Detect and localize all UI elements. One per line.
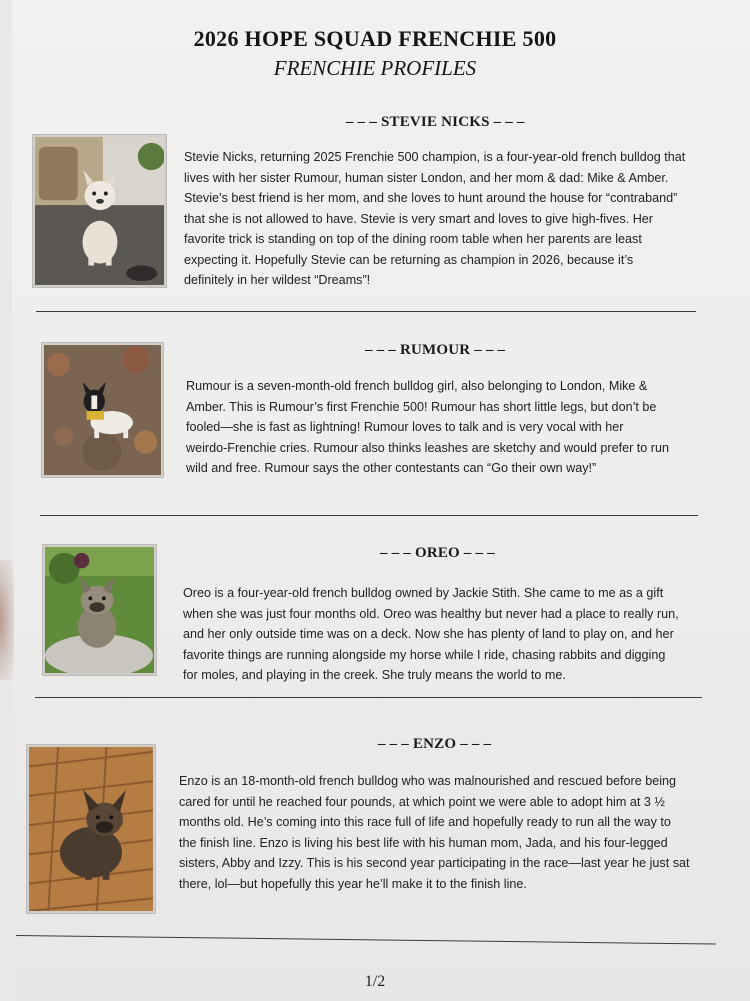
- bio-line: Oreo is a four-year-old french bulldog owned by Jackie Stith. She came to me as a gift: [183, 586, 664, 600]
- profile-bio-enzo: [179, 771, 690, 894]
- bio-line: expecting it. Hopefully Stevie can be returning as champion in 2026, because it’s: [184, 252, 634, 267]
- bio-line: definitely in her wildest “Dreams”!: [184, 273, 371, 287]
- bio-line: the finish line. Enzo is living his best life with his human mom, Jada, and his four-legged: [179, 835, 668, 850]
- bio-line: weirdo-Frenchie cries. Rumour also thinks leashes are sketchy and would prefer to run: [186, 440, 669, 455]
- bio-line: Stevie’s best friend is her mom, and she loves to hunt around the house for “contraband”: [184, 191, 678, 205]
- bio-line: when she was just four months old. Oreo was healthy but never had a place to really run,: [183, 606, 679, 621]
- section-divider: [36, 311, 696, 312]
- section-divider: [35, 697, 702, 698]
- document-subtitle: FRENCHIE PROFILES: [273, 56, 477, 80]
- bio-line: favorite things are running alongside my horse while I ride, chasing rabbits and digging: [183, 647, 666, 662]
- bio-line: Amber. This is Rumour’s first Frenchie 500! Rumour has short little legs, but don’t be: [186, 399, 657, 414]
- page-number: 1/2: [364, 973, 386, 990]
- document-title: 2026 HOPE SQUAD FRENCHIE 500: [193, 26, 557, 51]
- profile-heading-rumour: – – – RUMOUR – – –: [365, 342, 506, 358]
- rumour-photo: [42, 343, 163, 477]
- bio-line: cared for until he reached four pounds, at which point we were able to adopt him at 3 ½: [179, 794, 665, 809]
- bio-line: that she is not allowed to have. Stevie is very smart and loves to give high-fives. Her: [184, 211, 653, 226]
- bio-line: for moles, and playing in the creek. She truly means the world to me.: [183, 668, 566, 682]
- bio-line: Enzo is an 18-month-old french bulldog who was malnourished and rescued before being: [179, 774, 677, 788]
- profile-heading-stevie: – – – STEVIE NICKS – – –: [346, 114, 525, 130]
- bio-line: and her only outside time was on a deck. Now she has plenty of land to play on, and her: [183, 627, 674, 641]
- bio-line: favorite trick is standing on top of the dining room table when her parents are least: [184, 232, 642, 246]
- bio-line: Rumour is a seven-month-old french bulldog girl, also belonging to London, Mike &: [186, 379, 648, 393]
- section-divider: [40, 515, 698, 516]
- enzo-photo: [27, 745, 155, 913]
- oreo-photo: [43, 545, 156, 675]
- bio-line: sisters, Abby and Izzy. This is his second year participating in the race—last year he just sat: [179, 856, 690, 870]
- page-edge-shadow: [0, 560, 14, 680]
- bio-line: lives with her sister Rumour, human sister London, and her mom & dad: Mike & Amber.: [184, 170, 669, 185]
- bio-line: months old. He’s coming into this race full of life and hopefully ready to run all the way to: [179, 815, 671, 829]
- profile-bio-oreo: [183, 583, 679, 686]
- bio-line: wild and free. Rumour says the other contestants can “Go their own way!”: [186, 461, 597, 475]
- bio-line: fooled—she is fast as lightning! Rumour loves to talk and is very vocal with her: [186, 420, 624, 434]
- profile-bio-rumour: [186, 376, 669, 479]
- profile-heading-oreo: – – – OREO – – –: [380, 545, 495, 561]
- stevie-photo: [33, 135, 166, 287]
- bio-line: there, lol—but hopefully this year he’ll make it to the finish line.: [179, 876, 527, 891]
- bio-line: Stevie Nicks, returning 2025 Frenchie 500 champion, is a four-year-old french bulldog that: [184, 150, 686, 164]
- profile-bio-stevie: [184, 147, 685, 291]
- profile-heading-enzo: – – – ENZO – – –: [378, 736, 492, 752]
